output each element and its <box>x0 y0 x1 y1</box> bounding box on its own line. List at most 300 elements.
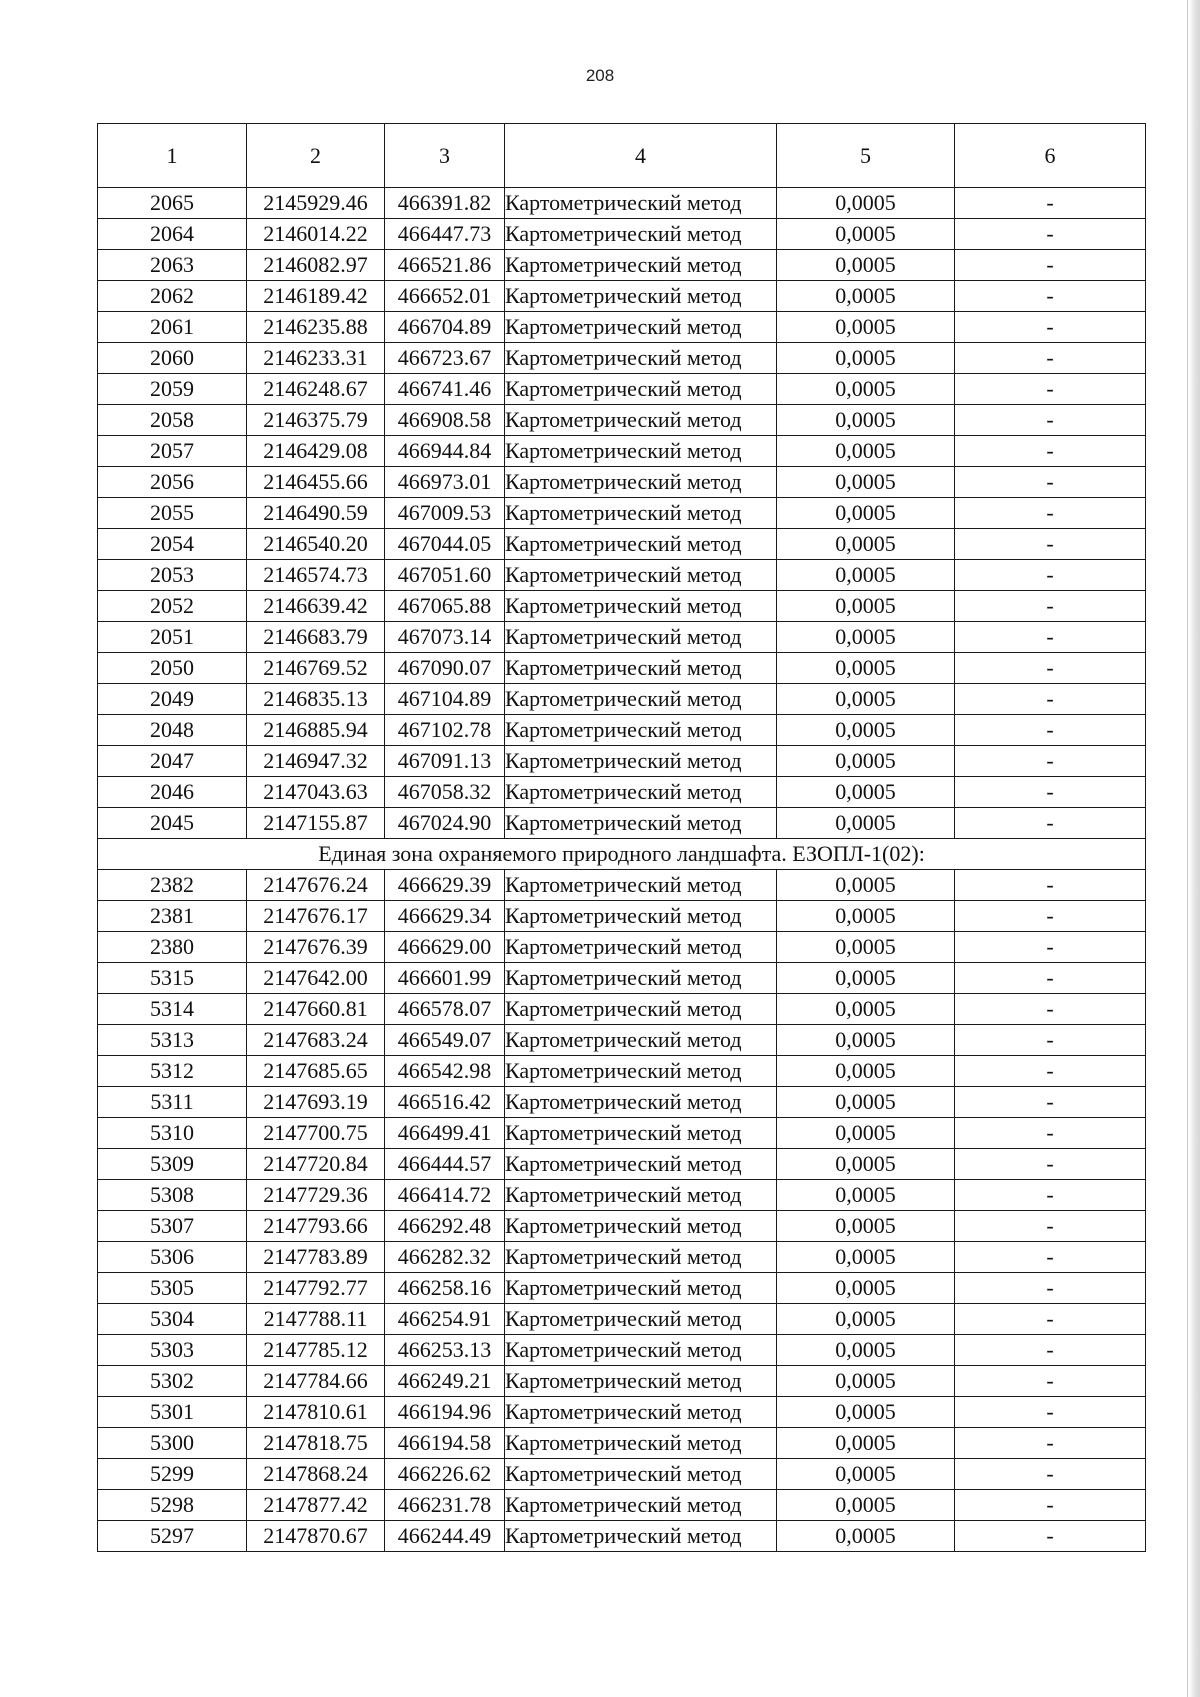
note-cell: - <box>955 1428 1146 1459</box>
note-cell: - <box>955 1180 1146 1211</box>
table-row <box>98 653 1146 684</box>
y-coordinate-cell: 466629.34 <box>385 901 505 932</box>
table-body <box>98 188 1146 1552</box>
table-row <box>98 591 1146 622</box>
note-cell: - <box>955 1490 1146 1521</box>
method-cell: Картометрический метод <box>505 1087 777 1118</box>
y-coordinate-cell: 466516.42 <box>385 1087 505 1118</box>
note-cell: - <box>955 1304 1146 1335</box>
note-cell: - <box>955 1149 1146 1180</box>
accuracy-cell: 0,0005 <box>777 1490 955 1521</box>
y-coordinate-cell: 466231.78 <box>385 1490 505 1521</box>
table-row <box>98 1366 1146 1397</box>
y-coordinate-cell: 467073.14 <box>385 622 505 653</box>
point-number-cell: 5312 <box>98 1056 247 1087</box>
point-number-cell: 5307 <box>98 1211 247 1242</box>
method-cell: Картометрический метод <box>505 870 777 901</box>
table-row <box>98 1428 1146 1459</box>
y-coordinate-cell: 466601.99 <box>385 963 505 994</box>
y-coordinate-cell: 466254.91 <box>385 1304 505 1335</box>
x-coordinate-cell: 2147642.00 <box>247 963 385 994</box>
accuracy-cell: 0,0005 <box>777 343 955 374</box>
method-cell: Картометрический метод <box>505 560 777 591</box>
y-coordinate-cell: 466292.48 <box>385 1211 505 1242</box>
accuracy-cell: 0,0005 <box>777 1211 955 1242</box>
note-cell: - <box>955 374 1146 405</box>
note-cell: - <box>955 219 1146 250</box>
accuracy-cell: 0,0005 <box>777 1242 955 1273</box>
table-row <box>98 1180 1146 1211</box>
accuracy-cell: 0,0005 <box>777 653 955 684</box>
note-cell: - <box>955 1211 1146 1242</box>
x-coordinate-cell: 2147784.66 <box>247 1366 385 1397</box>
method-cell: Картометрический метод <box>505 312 777 343</box>
note-cell: - <box>955 1087 1146 1118</box>
y-coordinate-cell: 467051.60 <box>385 560 505 591</box>
accuracy-cell: 0,0005 <box>777 312 955 343</box>
point-number-cell: 2052 <box>98 591 247 622</box>
x-coordinate-cell: 2147660.81 <box>247 994 385 1025</box>
table-row <box>98 901 1146 932</box>
x-coordinate-cell: 2147788.11 <box>247 1304 385 1335</box>
method-cell: Картометрический метод <box>505 1366 777 1397</box>
y-coordinate-cell: 466499.41 <box>385 1118 505 1149</box>
method-cell: Картометрический метод <box>505 1056 777 1087</box>
point-number-cell: 5306 <box>98 1242 247 1273</box>
note-cell: - <box>955 1521 1146 1552</box>
table-row <box>98 715 1146 746</box>
table-row <box>98 250 1146 281</box>
note-cell: - <box>955 1459 1146 1490</box>
point-number-cell: 2059 <box>98 374 247 405</box>
x-coordinate-cell: 2146490.59 <box>247 498 385 529</box>
x-coordinate-cell: 2146014.22 <box>247 219 385 250</box>
method-cell: Картометрический метод <box>505 653 777 684</box>
method-cell: Картометрический метод <box>505 1335 777 1366</box>
point-number-cell: 2381 <box>98 901 247 932</box>
table-row <box>98 1242 1146 1273</box>
note-cell: - <box>955 808 1146 839</box>
x-coordinate-cell: 2146769.52 <box>247 653 385 684</box>
method-cell: Картометрический метод <box>505 963 777 994</box>
x-coordinate-cell: 2146233.31 <box>247 343 385 374</box>
point-number-cell: 2049 <box>98 684 247 715</box>
point-number-cell: 5311 <box>98 1087 247 1118</box>
note-cell: - <box>955 467 1146 498</box>
x-coordinate-cell: 2146885.94 <box>247 715 385 746</box>
point-number-cell: 2046 <box>98 777 247 808</box>
coordinates-table <box>97 123 1146 1552</box>
table-row <box>98 994 1146 1025</box>
column-header-5: 5 <box>777 124 955 188</box>
method-cell: Картометрический метод <box>505 436 777 467</box>
y-coordinate-cell: 466253.13 <box>385 1335 505 1366</box>
method-cell: Картометрический метод <box>505 994 777 1025</box>
table-row <box>98 1490 1146 1521</box>
method-cell: Картометрический метод <box>505 715 777 746</box>
x-coordinate-cell: 2146574.73 <box>247 560 385 591</box>
accuracy-cell: 0,0005 <box>777 1366 955 1397</box>
table-row <box>98 777 1146 808</box>
accuracy-cell: 0,0005 <box>777 374 955 405</box>
point-number-cell: 5305 <box>98 1273 247 1304</box>
x-coordinate-cell: 2147785.12 <box>247 1335 385 1366</box>
accuracy-cell: 0,0005 <box>777 1149 955 1180</box>
note-cell: - <box>955 343 1146 374</box>
y-coordinate-cell: 467009.53 <box>385 498 505 529</box>
x-coordinate-cell: 2146835.13 <box>247 684 385 715</box>
method-cell: Картометрический метод <box>505 901 777 932</box>
x-coordinate-cell: 2147676.17 <box>247 901 385 932</box>
x-coordinate-cell: 2147729.36 <box>247 1180 385 1211</box>
y-coordinate-cell: 466629.00 <box>385 932 505 963</box>
section-title: Единая зона охраняемого природного ландшафта. ЕЗОПЛ-1(02): <box>98 839 1146 870</box>
method-cell: Картометрический метод <box>505 1149 777 1180</box>
table-row <box>98 312 1146 343</box>
method-cell: Картометрический метод <box>505 591 777 622</box>
table-row <box>98 1025 1146 1056</box>
x-coordinate-cell: 2146455.66 <box>247 467 385 498</box>
note-cell: - <box>955 250 1146 281</box>
point-number-cell: 5315 <box>98 963 247 994</box>
method-cell: Картометрический метод <box>505 1180 777 1211</box>
x-coordinate-cell: 2147810.61 <box>247 1397 385 1428</box>
accuracy-cell: 0,0005 <box>777 715 955 746</box>
point-number-cell: 5303 <box>98 1335 247 1366</box>
table-row <box>98 219 1146 250</box>
method-cell: Картометрический метод <box>505 746 777 777</box>
y-coordinate-cell: 466194.58 <box>385 1428 505 1459</box>
note-cell: - <box>955 684 1146 715</box>
method-cell: Картометрический метод <box>505 1304 777 1335</box>
x-coordinate-cell: 2147676.24 <box>247 870 385 901</box>
accuracy-cell: 0,0005 <box>777 560 955 591</box>
method-cell: Картометрический метод <box>505 808 777 839</box>
x-coordinate-cell: 2146248.67 <box>247 374 385 405</box>
x-coordinate-cell: 2146189.42 <box>247 281 385 312</box>
y-coordinate-cell: 466652.01 <box>385 281 505 312</box>
point-number-cell: 5299 <box>98 1459 247 1490</box>
method-cell: Картометрический метод <box>505 1118 777 1149</box>
note-cell: - <box>955 529 1146 560</box>
accuracy-cell: 0,0005 <box>777 870 955 901</box>
method-cell: Картометрический метод <box>505 1428 777 1459</box>
y-coordinate-cell: 466549.07 <box>385 1025 505 1056</box>
accuracy-cell: 0,0005 <box>777 994 955 1025</box>
point-number-cell: 2062 <box>98 281 247 312</box>
method-cell: Картометрический метод <box>505 1397 777 1428</box>
table-header <box>98 124 1146 188</box>
point-number-cell: 2056 <box>98 467 247 498</box>
table-row <box>98 870 1146 901</box>
method-cell: Картометрический метод <box>505 1521 777 1552</box>
table-row <box>98 560 1146 591</box>
table-row <box>98 467 1146 498</box>
x-coordinate-cell: 2146540.20 <box>247 529 385 560</box>
method-cell: Картометрический метод <box>505 188 777 219</box>
note-cell: - <box>955 1335 1146 1366</box>
accuracy-cell: 0,0005 <box>777 1180 955 1211</box>
table-row <box>98 188 1146 219</box>
x-coordinate-cell: 2147877.42 <box>247 1490 385 1521</box>
note-cell: - <box>955 653 1146 684</box>
method-cell: Картометрический метод <box>505 219 777 250</box>
method-cell: Картометрический метод <box>505 1211 777 1242</box>
table-row <box>98 1118 1146 1149</box>
table-row <box>98 963 1146 994</box>
note-cell: - <box>955 1056 1146 1087</box>
y-coordinate-cell: 467044.05 <box>385 529 505 560</box>
x-coordinate-cell: 2146235.88 <box>247 312 385 343</box>
method-cell: Картометрический метод <box>505 1459 777 1490</box>
y-coordinate-cell: 467065.88 <box>385 591 505 622</box>
point-number-cell: 5297 <box>98 1521 247 1552</box>
column-header-6: 6 <box>955 124 1146 188</box>
accuracy-cell: 0,0005 <box>777 405 955 436</box>
column-header-1: 1 <box>98 124 247 188</box>
table-row <box>98 1087 1146 1118</box>
point-number-cell: 5310 <box>98 1118 247 1149</box>
accuracy-cell: 0,0005 <box>777 1025 955 1056</box>
method-cell: Картометрический метод <box>505 498 777 529</box>
x-coordinate-cell: 2147792.77 <box>247 1273 385 1304</box>
y-coordinate-cell: 466258.16 <box>385 1273 505 1304</box>
table-row <box>98 622 1146 653</box>
table-row <box>98 1397 1146 1428</box>
table-row <box>98 374 1146 405</box>
note-cell: - <box>955 1242 1146 1273</box>
point-number-cell: 2045 <box>98 808 247 839</box>
section-row <box>98 839 1146 870</box>
scan-edge-shadow <box>1190 0 1200 1697</box>
accuracy-cell: 0,0005 <box>777 1428 955 1459</box>
x-coordinate-cell: 2147693.19 <box>247 1087 385 1118</box>
x-coordinate-cell: 2146639.42 <box>247 591 385 622</box>
point-number-cell: 5302 <box>98 1366 247 1397</box>
x-coordinate-cell: 2146947.32 <box>247 746 385 777</box>
table-row <box>98 1335 1146 1366</box>
note-cell: - <box>955 1366 1146 1397</box>
table-row <box>98 1521 1146 1552</box>
method-cell: Картометрический метод <box>505 343 777 374</box>
point-number-cell: 5298 <box>98 1490 247 1521</box>
accuracy-cell: 0,0005 <box>777 1087 955 1118</box>
method-cell: Картометрический метод <box>505 1273 777 1304</box>
x-coordinate-cell: 2147700.75 <box>247 1118 385 1149</box>
accuracy-cell: 0,0005 <box>777 901 955 932</box>
method-cell: Картометрический метод <box>505 932 777 963</box>
accuracy-cell: 0,0005 <box>777 188 955 219</box>
point-number-cell: 2048 <box>98 715 247 746</box>
accuracy-cell: 0,0005 <box>777 932 955 963</box>
note-cell: - <box>955 777 1146 808</box>
method-cell: Картометрический метод <box>505 281 777 312</box>
method-cell: Картометрический метод <box>505 467 777 498</box>
table-row <box>98 1459 1146 1490</box>
table-row <box>98 808 1146 839</box>
accuracy-cell: 0,0005 <box>777 436 955 467</box>
note-cell: - <box>955 1273 1146 1304</box>
note-cell: - <box>955 436 1146 467</box>
point-number-cell: 2064 <box>98 219 247 250</box>
y-coordinate-cell: 466391.82 <box>385 188 505 219</box>
point-number-cell: 5309 <box>98 1149 247 1180</box>
accuracy-cell: 0,0005 <box>777 1118 955 1149</box>
note-cell: - <box>955 1118 1146 1149</box>
x-coordinate-cell: 2146082.97 <box>247 250 385 281</box>
point-number-cell: 2061 <box>98 312 247 343</box>
table-row <box>98 343 1146 374</box>
x-coordinate-cell: 2147793.66 <box>247 1211 385 1242</box>
method-cell: Картометрический метод <box>505 405 777 436</box>
accuracy-cell: 0,0005 <box>777 1335 955 1366</box>
x-coordinate-cell: 2147720.84 <box>247 1149 385 1180</box>
y-coordinate-cell: 467104.89 <box>385 684 505 715</box>
note-cell: - <box>955 560 1146 591</box>
note-cell: - <box>955 870 1146 901</box>
y-coordinate-cell: 466973.01 <box>385 467 505 498</box>
table-row <box>98 932 1146 963</box>
method-cell: Картометрический метод <box>505 622 777 653</box>
accuracy-cell: 0,0005 <box>777 1056 955 1087</box>
point-number-cell: 5300 <box>98 1428 247 1459</box>
point-number-cell: 5314 <box>98 994 247 1025</box>
note-cell: - <box>955 746 1146 777</box>
x-coordinate-cell: 2147783.89 <box>247 1242 385 1273</box>
point-number-cell: 5308 <box>98 1180 247 1211</box>
column-header-4: 4 <box>505 124 777 188</box>
accuracy-cell: 0,0005 <box>777 746 955 777</box>
note-cell: - <box>955 932 1146 963</box>
point-number-cell: 2054 <box>98 529 247 560</box>
point-number-cell: 2053 <box>98 560 247 591</box>
accuracy-cell: 0,0005 <box>777 498 955 529</box>
note-cell: - <box>955 188 1146 219</box>
point-number-cell: 2058 <box>98 405 247 436</box>
y-coordinate-cell: 466447.73 <box>385 219 505 250</box>
accuracy-cell: 0,0005 <box>777 1521 955 1552</box>
accuracy-cell: 0,0005 <box>777 1459 955 1490</box>
y-coordinate-cell: 466194.96 <box>385 1397 505 1428</box>
table-row <box>98 1304 1146 1335</box>
x-coordinate-cell: 2147043.63 <box>247 777 385 808</box>
note-cell: - <box>955 1025 1146 1056</box>
x-coordinate-cell: 2146429.08 <box>247 436 385 467</box>
x-coordinate-cell: 2147868.24 <box>247 1459 385 1490</box>
accuracy-cell: 0,0005 <box>777 219 955 250</box>
note-cell: - <box>955 622 1146 653</box>
accuracy-cell: 0,0005 <box>777 777 955 808</box>
accuracy-cell: 0,0005 <box>777 1304 955 1335</box>
point-number-cell: 2055 <box>98 498 247 529</box>
y-coordinate-cell: 466578.07 <box>385 994 505 1025</box>
point-number-cell: 2063 <box>98 250 247 281</box>
note-cell: - <box>955 901 1146 932</box>
column-header-3: 3 <box>385 124 505 188</box>
x-coordinate-cell: 2147683.24 <box>247 1025 385 1056</box>
point-number-cell: 2051 <box>98 622 247 653</box>
y-coordinate-cell: 467024.90 <box>385 808 505 839</box>
y-coordinate-cell: 467090.07 <box>385 653 505 684</box>
method-cell: Картометрический метод <box>505 684 777 715</box>
method-cell: Картометрический метод <box>505 777 777 808</box>
accuracy-cell: 0,0005 <box>777 591 955 622</box>
accuracy-cell: 0,0005 <box>777 281 955 312</box>
accuracy-cell: 0,0005 <box>777 1273 955 1304</box>
accuracy-cell: 0,0005 <box>777 250 955 281</box>
y-coordinate-cell: 466542.98 <box>385 1056 505 1087</box>
page-number: 208 <box>585 66 615 85</box>
x-coordinate-cell: 2147676.39 <box>247 932 385 963</box>
point-number-cell: 5304 <box>98 1304 247 1335</box>
x-coordinate-cell: 2147155.87 <box>247 808 385 839</box>
y-coordinate-cell: 466249.21 <box>385 1366 505 1397</box>
x-coordinate-cell: 2145929.46 <box>247 188 385 219</box>
y-coordinate-cell: 467091.13 <box>385 746 505 777</box>
table-row <box>98 405 1146 436</box>
y-coordinate-cell: 466414.72 <box>385 1180 505 1211</box>
note-cell: - <box>955 498 1146 529</box>
y-coordinate-cell: 466226.62 <box>385 1459 505 1490</box>
point-number-cell: 2380 <box>98 932 247 963</box>
note-cell: - <box>955 405 1146 436</box>
point-number-cell: 2060 <box>98 343 247 374</box>
note-cell: - <box>955 994 1146 1025</box>
y-coordinate-cell: 466629.39 <box>385 870 505 901</box>
table-row <box>98 436 1146 467</box>
method-cell: Картометрический метод <box>505 374 777 405</box>
x-coordinate-cell: 2146683.79 <box>247 622 385 653</box>
accuracy-cell: 0,0005 <box>777 467 955 498</box>
y-coordinate-cell: 466741.46 <box>385 374 505 405</box>
table-row <box>98 281 1146 312</box>
column-header-2: 2 <box>247 124 385 188</box>
y-coordinate-cell: 467058.32 <box>385 777 505 808</box>
point-number-cell: 5301 <box>98 1397 247 1428</box>
header-row <box>98 124 1146 188</box>
accuracy-cell: 0,0005 <box>777 1397 955 1428</box>
x-coordinate-cell: 2147685.65 <box>247 1056 385 1087</box>
y-coordinate-cell: 466723.67 <box>385 343 505 374</box>
point-number-cell: 2382 <box>98 870 247 901</box>
x-coordinate-cell: 2147870.67 <box>247 1521 385 1552</box>
method-cell: Картометрический метод <box>505 529 777 560</box>
point-number-cell: 5313 <box>98 1025 247 1056</box>
note-cell: - <box>955 591 1146 622</box>
point-number-cell: 2047 <box>98 746 247 777</box>
y-coordinate-cell: 466944.84 <box>385 436 505 467</box>
scan-edge-line <box>1187 0 1188 1697</box>
note-cell: - <box>955 963 1146 994</box>
point-number-cell: 2057 <box>98 436 247 467</box>
y-coordinate-cell: 466444.57 <box>385 1149 505 1180</box>
point-number-cell: 2065 <box>98 188 247 219</box>
note-cell: - <box>955 312 1146 343</box>
accuracy-cell: 0,0005 <box>777 684 955 715</box>
accuracy-cell: 0,0005 <box>777 808 955 839</box>
y-coordinate-cell: 467102.78 <box>385 715 505 746</box>
y-coordinate-cell: 466704.89 <box>385 312 505 343</box>
y-coordinate-cell: 466521.86 <box>385 250 505 281</box>
y-coordinate-cell: 466908.58 <box>385 405 505 436</box>
method-cell: Картометрический метод <box>505 1490 777 1521</box>
method-cell: Картометрический метод <box>505 1025 777 1056</box>
table-row <box>98 1273 1146 1304</box>
x-coordinate-cell: 2147818.75 <box>247 1428 385 1459</box>
table-row <box>98 746 1146 777</box>
table-row <box>98 529 1146 560</box>
accuracy-cell: 0,0005 <box>777 963 955 994</box>
